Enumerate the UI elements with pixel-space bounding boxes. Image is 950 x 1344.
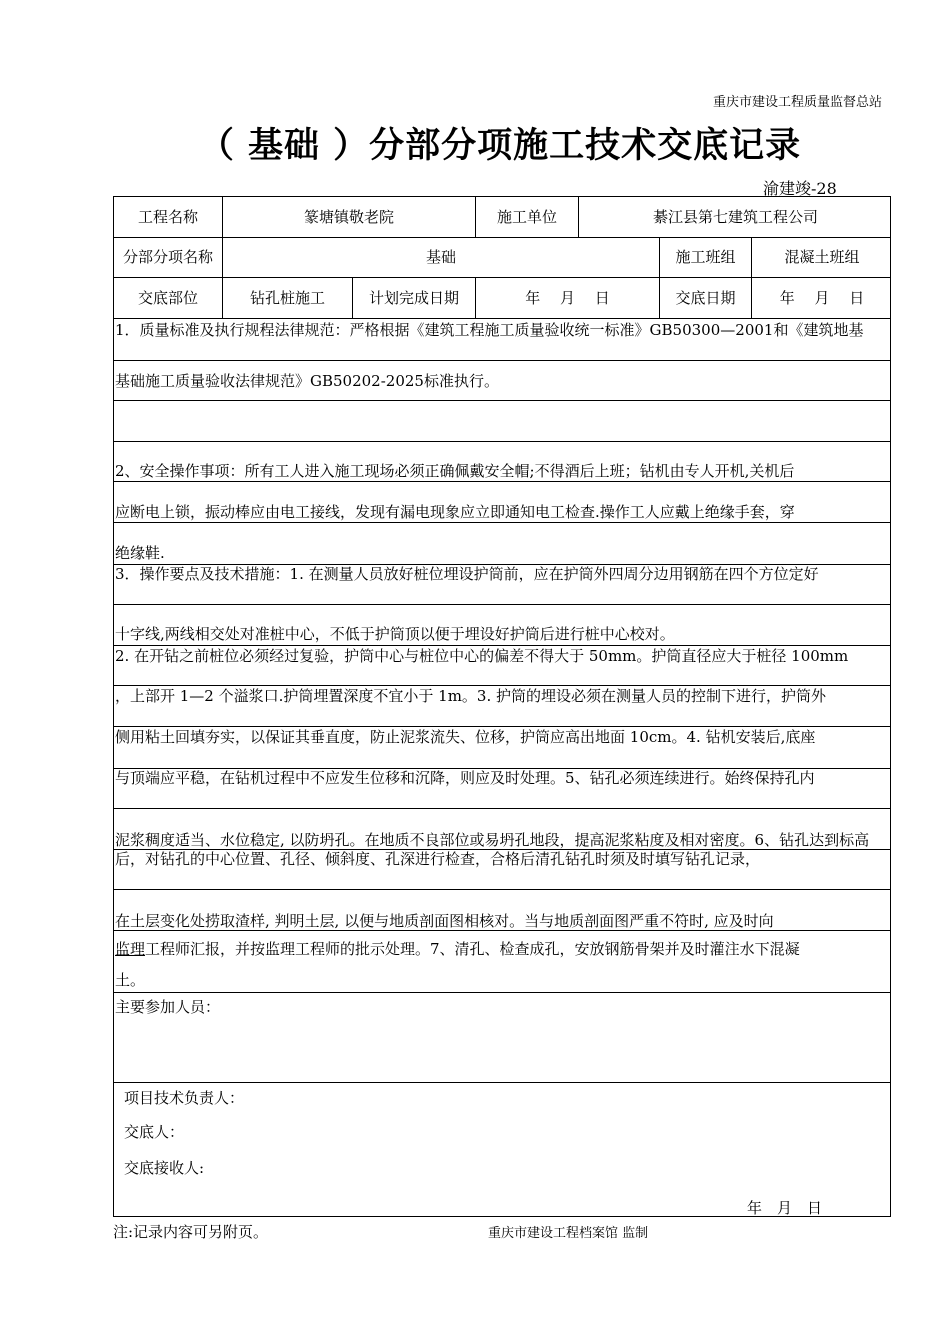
signature-date: 年 月 日 (747, 1199, 823, 1217)
handover-person-label: 交底人： (124, 1123, 185, 1141)
form-code: 渝建竣-28 (763, 179, 837, 198)
handover-form (113, 196, 891, 1217)
content-line: 1．质量标准及执行规程法律规范：严格根据《建筑工程施工质量验收统一标准》GB50300—2001和《建筑地基 (115, 321, 864, 339)
project-name-label: 工程名称 (137, 208, 198, 226)
team-label: 施工班组 (675, 248, 736, 266)
content-line (115, 940, 888, 959)
divider (114, 522, 890, 523)
underlined-word: 监理 (115, 940, 146, 958)
content-line: 侧用粘土回填夯实，以保证其垂直度，防止泥浆流失、位移，护筒应高出地面 10cm。4. 钻机安装后,底座 (115, 728, 816, 746)
team-value: 混凝土班组 (784, 248, 860, 266)
divider (114, 360, 890, 361)
sub-project-value: 基础 (425, 248, 456, 266)
plan-date-value: 年 月 日 (525, 289, 610, 307)
construction-unit-value: 綦江县第七建筑工程公司 (652, 208, 818, 226)
divider (114, 318, 890, 319)
content-line: 2. 在开钻之前桩位必须经过复验，护筒中心与桩位中心的偏差不得大于 50mm。护筒直径应大于桩径 100mm (115, 647, 849, 665)
participants-label: 主要参加人员： (115, 998, 221, 1016)
divider (114, 400, 890, 401)
divider (114, 1082, 890, 1083)
divider (114, 604, 890, 605)
content-line: 十字线,两线相交处对准桩中心，不低于护筒顶以便于埋设好护筒后进行桩中心校对。 (115, 625, 675, 643)
content-line: 3．操作要点及技术措施：1. 在测量人员放好桩位埋设护筒前，应在护筒外四周分边用钢筋在四个方位定好 (115, 565, 819, 583)
location-value: 钻孔桩施工 (249, 289, 325, 307)
content-line: 2、安全操作事项：所有工人进入施工现场必须正确佩戴安全帽;不得酒后上班；钻机由专人开机,关机后 (115, 462, 795, 480)
agency-name: 重庆市建设工程质量监督总站 (712, 95, 882, 110)
divider (114, 237, 890, 238)
content-line: 泥浆稠度适当、水位稳定, 以防坍孔。在地质不良部位或易坍孔地段，提高泥浆粘度及相对密度。6、钻孔达到标高后，对钻孔的中心位置、孔径、倾斜度、孔深进行检查，合格后清孔钻孔时须及时填写钻孔记录， (115, 831, 870, 868)
divider (114, 726, 890, 727)
construction-unit-label: 施工单位 (496, 208, 557, 226)
plan-date-label: 计划完成日期 (368, 289, 459, 307)
content-line-rest: 工程师汇报，并按监理工程师的批示处理。7、清孔、检查成孔，安放钢筋骨架并及时灌注水下混凝 (145, 940, 800, 958)
tech-lead-label: 项目技术负责人： (124, 1089, 245, 1107)
page-title: （ 基础 ）分部分项施工技术交底记录 (198, 126, 802, 166)
content-line: 土。 (115, 971, 146, 989)
content-line: 在土层变化处捞取渣样, 判明土层, 以便与地质剖面图相核对。当与地质剖面图严重不符时, 应及时向 (115, 912, 774, 930)
handover-date-value: 年 月 日 (779, 289, 865, 307)
content-line: 与顶端应平稳，在钻机过程中不应发生位移和沉降，则应及时处理。5、钻孔必须连续进行。始终保持孔内 (115, 769, 815, 787)
divider (114, 685, 890, 686)
divider (114, 808, 890, 809)
divider (114, 645, 890, 646)
location-label: 交底部位 (137, 289, 198, 307)
content-line: 绝缘鞋. (115, 544, 165, 562)
archive-name: 重庆市建设工程档案馆 监制 (488, 1226, 649, 1241)
footer-note: 注:记录内容可另附页。 (113, 1223, 269, 1241)
content-line: 应断电上锁，振动棒应由电工接线，发现有漏电现象应立即通知电工检查.操作工人应戴上绝缘手套，穿 (115, 503, 795, 521)
project-name-value: 篆塘镇敬老院 (303, 208, 394, 226)
divider (114, 992, 890, 993)
handover-date-label: 交底日期 (675, 289, 736, 307)
divider (114, 481, 890, 482)
content-line: ，上部开 1—2 个溢浆口.护筒埋置深度不宜小于 1m。3. 护筒的埋设必须在测量人员的控制下进行，护筒外 (115, 687, 827, 705)
sub-project-label: 分部分项名称 (122, 248, 213, 266)
divider (114, 889, 890, 890)
divider (114, 441, 890, 442)
receiver-label: 交底接收人: (124, 1159, 205, 1177)
divider (114, 277, 890, 278)
content-line: 基础施工质量验收法律规范》GB50202-2025标准执行。 (115, 372, 499, 390)
